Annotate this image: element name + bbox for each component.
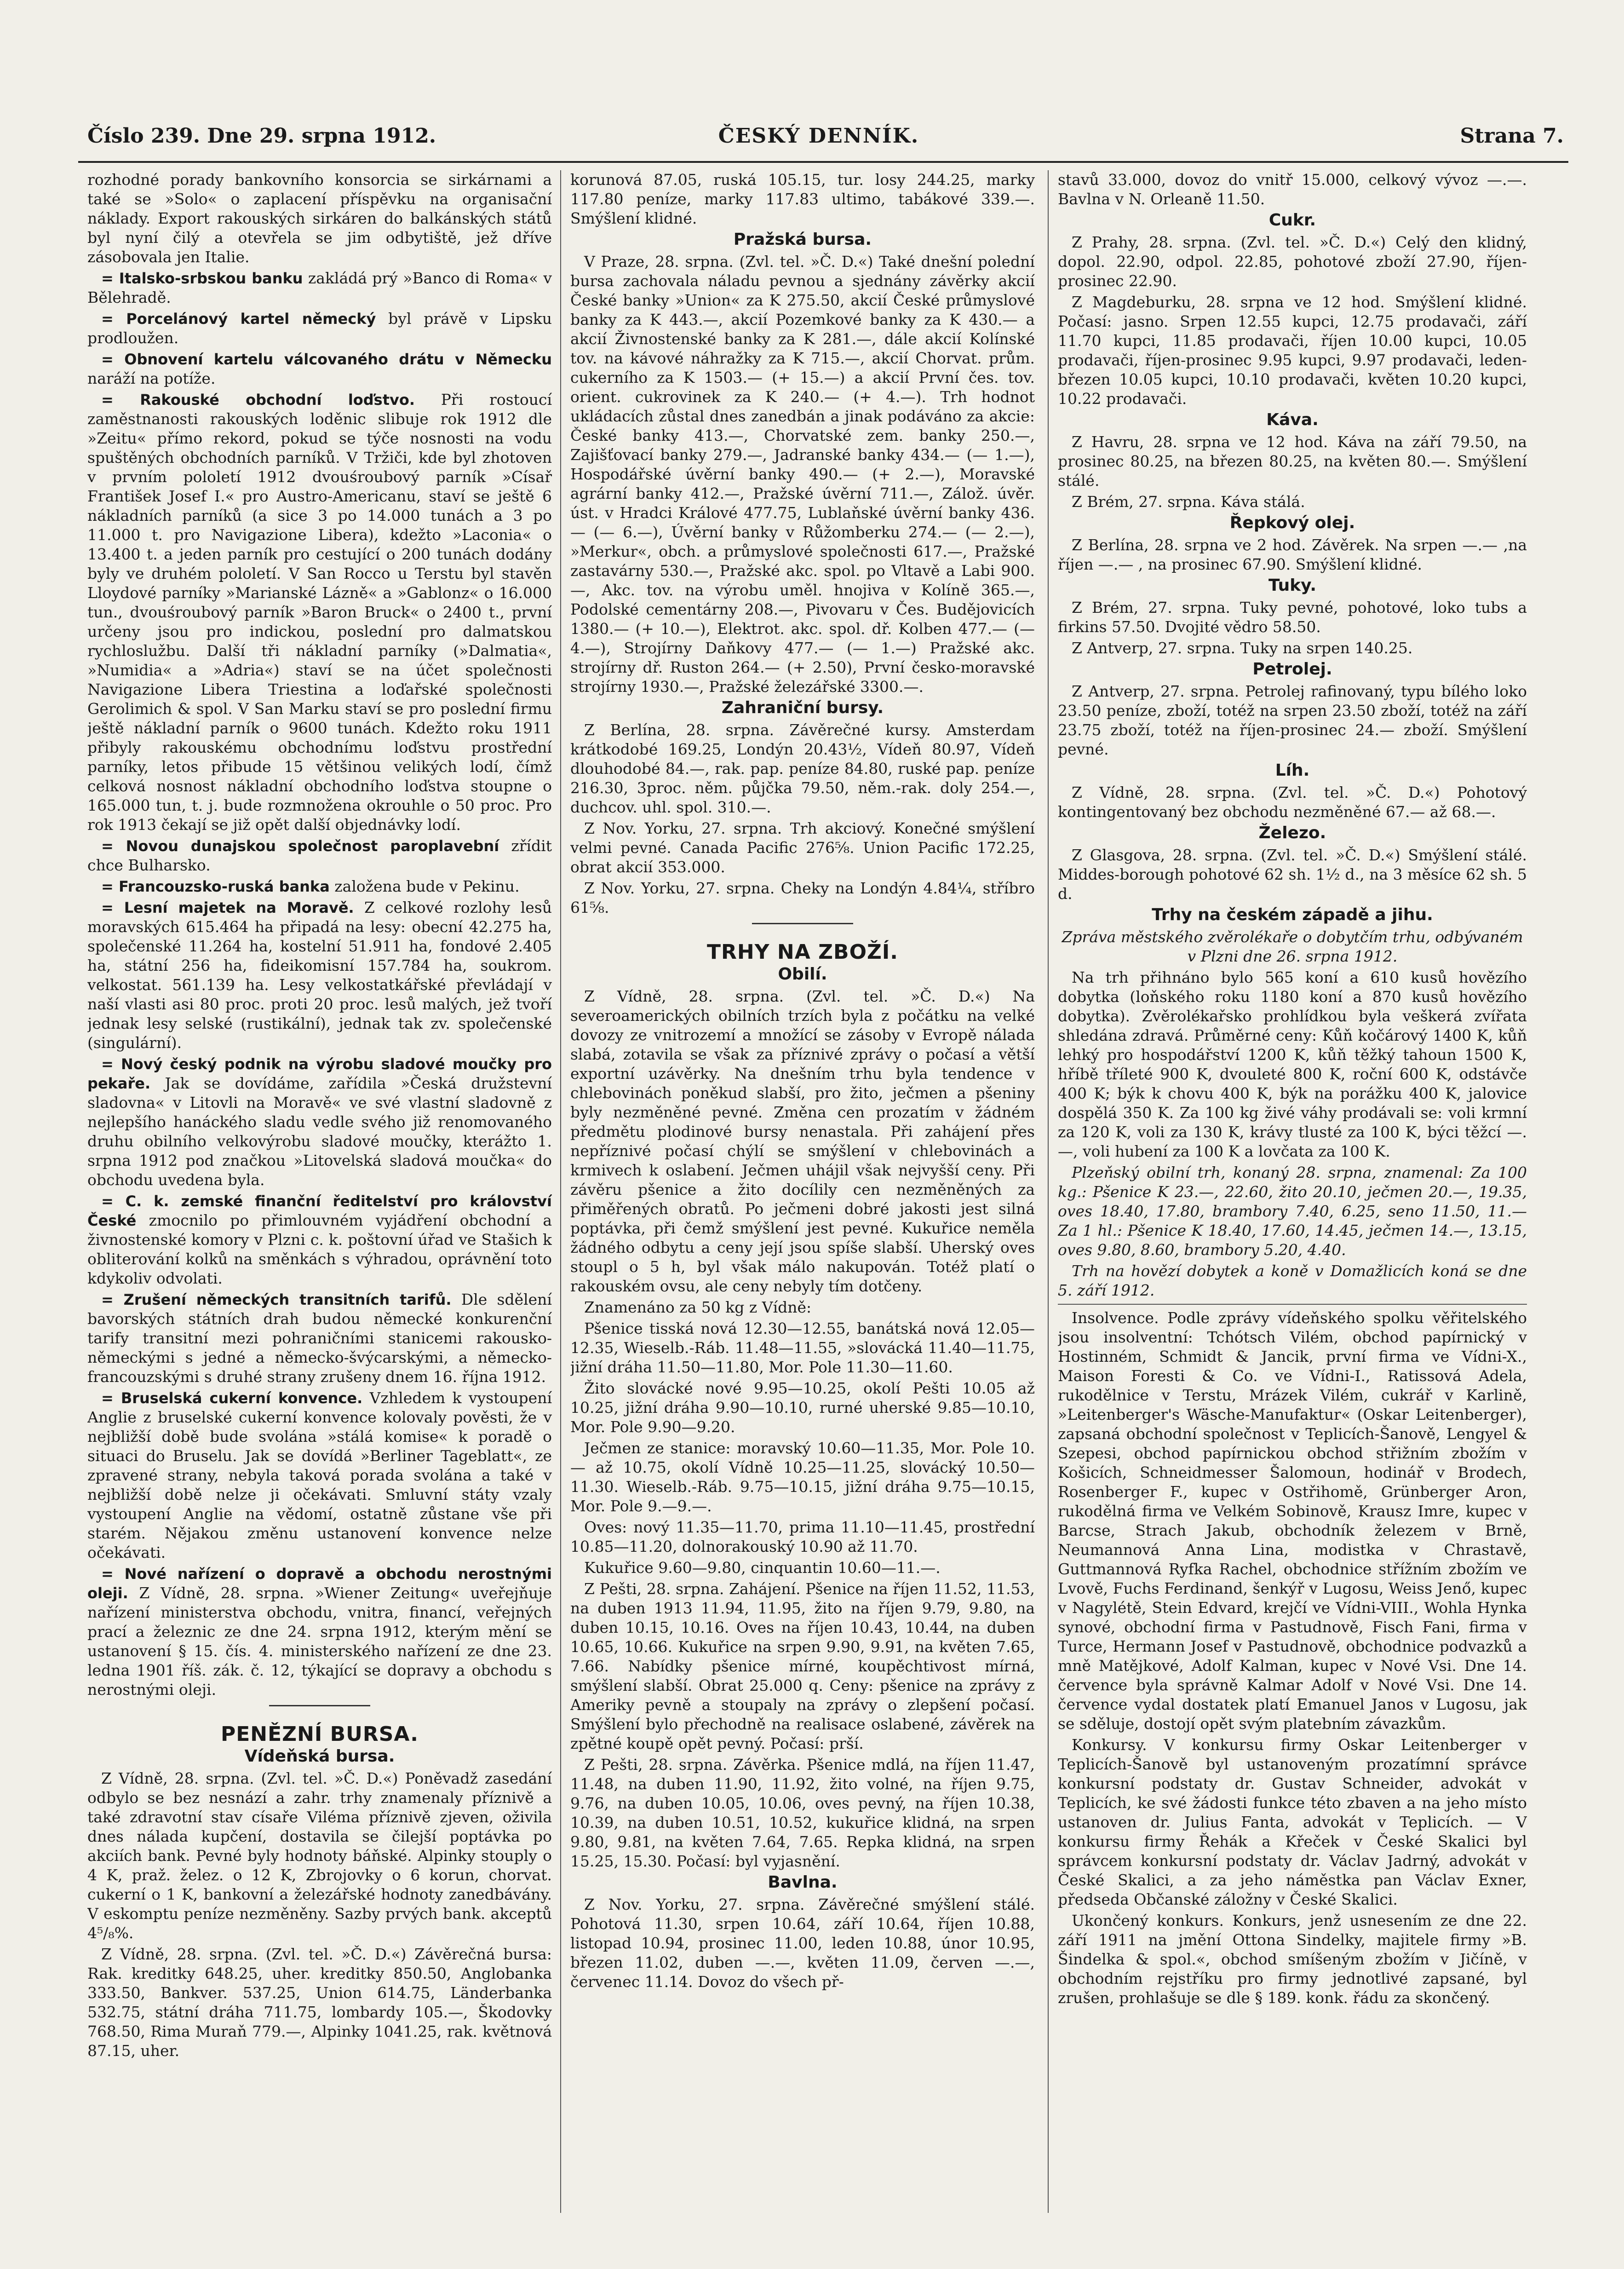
paragraph: Z Prahy, 28. srpna. (Zvl. tel. »Č. D.«) Celý den klidný, dopol. 22.90, odpol. 22.85, pohotové zboží 27.90, říjen-prosinec 22.90. [1058, 233, 1527, 290]
subheading-sugar: Cukr. [1268, 211, 1316, 230]
news-item-headline: = Nové nařízení o dopravě a obchodu nerostnými oleji. [87, 1565, 552, 1602]
subheading-prague-bursa: Pražská bursa. [733, 230, 872, 249]
issue-info: Číslo 239. Dne 29. srpna 1912. [87, 124, 436, 148]
paragraph: Z Vídně, 28. srpna. (Zvl. tel. »Č. D.«) Pohotový kontingentovaný bez obchodu nezměněné 67.— až 68.—. [1058, 783, 1527, 821]
news-item-text: naráží na potíže. [87, 369, 216, 387]
subheading-fats: Tuky. [1268, 576, 1316, 595]
paragraph: Z Nov. Yorku, 27. srpna. Trh akciový. Konečné smýšlení velmi pevné. Canada Pacific 276⅝. Union Pacific 172.25, obrat akcií 353.000. [570, 819, 1035, 876]
paragraph: Trh na hovězí dobytek a koně v Domažlicích koná se dne 5. září 1912. [1058, 1262, 1527, 1299]
page-number: Strana 7. [1460, 124, 1564, 148]
subheading-vienna-bursa: Vídeňská bursa. [244, 1747, 395, 1766]
subheading-west-south-markets: Trhy na českém západě a jihu. [1152, 905, 1433, 924]
news-item [87, 1564, 552, 1699]
news-item-headline: = C. k. zemské finanční ředitelství pro království České [87, 1192, 552, 1229]
news-item-headline: = Italsko-srbskou banku [101, 270, 303, 287]
paragraph: Na trh přihnáno bylo 565 koní a 610 kusů hovězího dobytka (loňského roku 1180 koní a 870 kusů hovězího dobytka). Zvěrolékařsko prohlídkou byla veškerá zvířata shledána zdravá. Průměrné ceny: Kůň kočárový 1400 K, kůň lehký pro hospodářství 1200 K, kůň těžký tahoun 1500 K, hříbě tříleté 900 K, dvouleté 800 K, roční 600 K, odstávče 400 K; býk k chovu 400 K, býk na porážku 400 K, jalovice dospělá 350 K. Za 100 kg živé váhy prodávali se: voli krmní za 120 K, voli za 130 K, krávy tlusté za 100 K, býci těžcí —.—, voli hubení za 100 K a lovčata za 100 K. [1058, 968, 1527, 1160]
newspaper-page [69, 92, 1568, 2222]
news-item-text: Z celkové rozlohy lesů moravských 615.464 ha připadá na lesy: obecní 42.275 ha, společenské 11.264 ha, kostelní 51.911 ha, fondové 2.405 ha, státní 256 ha, fideikomisní 157.784 ha, soukrom. velkostat. 561.139 ha. Lesy velkostatkářské převládají v naší vlasti asi 80 proc. proti 20 proc. lesů malých, jež tvoří jednak lesy selské (rustikální), jednak tak zv. společenské (singulární). [87, 898, 552, 1052]
section-heading-goods-markets: TRHY NA ZBOŽÍ. [707, 940, 898, 964]
paragraph: Z Vídně, 28. srpna. (Zvl. tel. »Č. D.«) Na severoamerických obilních trzích byla z počátku na velké dovozy ze vnitrozemí a množící se zásoby v Evropě nálada slabá, zotavila se však za příznivé zprávy o počasí a větší exportní uzávěrky. Na dnešním trhu byla tendence v chlebovinách poněkud slabší, pro žito, ječmen a pšeniny byly nezměněné pevné. Změna cen prozatím v žádném předmětu plodinové bursy nenastala. Při zahájení přes nepříznivé počasí chýlí se smýšlení v chlebovinách a krmivech k oslabení. Ječmen uhájil však nejvyšší ceny. Při závěru pšenice a žito docílily cen nezměněných za přiměřených obratů. Po ječmeni dobré jakosti jest silná poptávka, při čemž smýšlení jest pevné. Kukuřice neměla žádného odbytu a ceny její jsou spíše slabší. Uherský oves stoupl o 5 h, byl však málo nakupován. Totéž platí o rakouském ovsu, ale ceny nebyly tím dotčeny. [570, 987, 1035, 1295]
column-2 [570, 170, 1035, 2213]
paragraph: rozhodné porady bankovního konsorcia se sirkárnami a také se »Solo« o zaplacení příspěvku na organisační náklady. Export rakouských sirkáren do balkánských států byl nyní čilý a otevřela se jim odbytiště, jež dříve zásobovala jen Italie. [87, 171, 552, 266]
paragraph: Z Nov. Yorku, 27. srpna. Cheky na Londýn 4.84¼, stříbro 61⅝. [570, 879, 1035, 916]
news-item-text: Jak se dovídáme, zařídila »Česká družstevní sladovna« v Litovli na Moravě« ve své vlastní sladovně z nejlepšího hanáckého sladu vedle svého již renomovaného druhu obilního velkovýrobu sladové moučky, kterážto 1. srpna 1912 pod značkou »Litovelská sladová moučka« do obchodu uvedena byla. [87, 1074, 552, 1189]
paragraph: Ječmen ze stanice: moravský 10.60—11.35, Mor. Pole 10.— až 10.75, okolí Vídně 10.25—11.25, slovácký 10.50—11.30. Wieselb.-Ráb. 9.75—10.15, jižní dráha 9.75—10.15, Mor. Pole 9.—9.—. [570, 1439, 1035, 1515]
paragraph: Ukončený konkurs. Konkurs, jenž usnesením ze dne 22. září 1911 na jmění Ottona Sindelky, majitele firmy »B. Šindelka & spol.«, obchod smíšeným zbožím v Jičíně, v obchodním rejstříku pro firmy jednotlivé zapsané, byl zrušen, prohlašuje se dle § 189. konk. řádu za skončený. [1058, 1912, 1527, 2007]
news-item-text: Vzhledem k vystoupení Anglie z bruselské cukerní konvence kolovaly pověsti, že v nejbližší době bude svolána »stálá komise« k poradě o situaci do Bruselu. Jak se dovídá »Berliner Tageblatt«, ze zpravené strany, nebyla taková porada svolána a také v nejbližší době nelze ji očekávati. Smluvní státy vzaly vystoupení Anglie na vědomí, ostatně zůstane vše při starém. Nějakou změnu ustanovení konvence nelze očekávati. [87, 1389, 552, 1561]
paragraph: Kukuřice 9.60—9.80, cinquantin 10.60—11.—. [584, 1559, 941, 1577]
news-item-headline: = Zrušení německých transitních tarifů. [101, 1291, 452, 1308]
news-item-headline: = Obnovení kartelu válcovaného drátu v Německu [101, 351, 552, 368]
subheading-spirits: Líh. [1275, 761, 1310, 780]
news-item-headline: = Lesní majetek na Moravě. [101, 899, 354, 916]
paragraph: Z Berlína, 28. srpna ve 2 hod. Závěrek. Na srpen —.— ,na říjen —.— , na prosinec 67.90. Smýšlení klidné. [1058, 536, 1527, 573]
paragraph: Z Nov. Yorku, 27. srpna. Závěrečné smýšlení stálé. Pohotová 11.30, srpen 10.64, září 10.64, říjen 10.88, listopad 10.94, prosinec 11.00, leden 10.88, únor 10.95, březen 11.02, duben —.—, květen 11.09, červen —.—, červenec 11.14. Dovoz do všech př- [570, 1895, 1035, 1991]
news-item-headline: = Novou dunajskou společnost paroplavební [101, 837, 499, 855]
news-item-text: byl právě v Lipsku prodloužen. [87, 310, 552, 347]
paragraph: Z Vídně, 28. srpna. (Zvl. tel. »Č. D.«) Závěrečná bursa: Rak. kreditky 648.25, uher. kreditky 850.50, Anglobanka 333.50, Bankver. 537.25, Union 614.75, Länderbanka 532.75, státní dráha 711.75, lombardy 105.—, Škodovky 768.50, Rima Muraň 779.—, Alpinky 1041.25, rak. květnová 87.15, uher. [87, 1945, 552, 2060]
news-item-text: zmocnilo po přimlouvném vyjádření obchodní a živnostenské komory v Plzni c. k. poštovní úřad ve Stašich k obliterování kolků na směnkách s výhradou, oprávnění toto kdykoliv odvolati. [87, 1211, 552, 1287]
subheading-petroleum: Petrolej. [1252, 660, 1332, 679]
news-item-text: Dle sdělení bavorských státních drah budou německé konkurenční tarify transitní mezi pohraničními stanicemi rakousko-německými s jedné a německo-švýcarskými, a německo-francouzskými s druhé strany zrušeny dnem 16. října 1912. [87, 1290, 552, 1386]
paragraph: Plzeňský obilní trh, konaný 28. srpna, znamenal: Za 100 kg.: Pšenice K 23.—, 22.60, žito 20.10, ječmen 20.—, 19.35, oves 18.40, 17.80, brambory 7.40, 6.25, seno 11.50, 11.— Za 1 hl.: Pšenice K 18.40, 17.60, 14.45, ječmen 14.—, 13.15, oves 9.80, 8.60, brambory 5.20, 4.40. [1058, 1163, 1527, 1259]
news-item-headline: = Nový český podnik na výrobu sladové moučky pro pekaře. [87, 1055, 552, 1092]
paragraph: Z Berlína, 28. srpna. Závěrečné kursy. Amsterdam krátkodobé 169.25, Londýn 20.43½, Vídeň 80.97, Vídeň dlouhodobé 84.—, rak. pap. peníze 84.80, ruské pap. peníze 216.30, 3proc. něm. půjčka 79.50, něm.-rak. doly 254.—, duchcov. uhl. spol. 310.—. [570, 721, 1035, 816]
paragraph: Z Pešti, 28. srpna. Závěrka. Pšenice mdlá, na říjen 11.47, 11.48, na duben 11.90, 11.92, žito volné, na říjen 9.75, 9.76, na duben 10.05, 10.06, oves pevný, na říjen 10.38, 10.39, na duben 10.51, 10.52, kukuřice klidná, na srpen 9.80, 9.81, na květen 7.64, 7.65. Repka klidná, na srpen 15.25, 15.30. Počasí: byl vyjasnění. [570, 1756, 1035, 1870]
paragraph: Oves: nový 11.35—11.70, prima 11.10—11.45, prostřední 10.85—11.20, dolnorakouský 10.90 až 11.70. [570, 1518, 1035, 1555]
news-item [87, 898, 552, 1053]
news-item [87, 390, 552, 835]
news-item-text: zřídit chce Bulharsko. [87, 837, 552, 874]
news-items [87, 269, 552, 1699]
paragraph: Žito slovácké nové 9.95—10.25, okolí Pešti 10.05 až 10.25, jižní dráha 9.90—10.10, rurné uherské 9.85—10.10, Mor. Pole 9.90—9.20. [570, 1379, 1035, 1436]
subheading-cotton: Bavlna. [768, 1873, 838, 1892]
paragraph: Z Brém, 27. srpna. Káva stálá. [1072, 493, 1305, 511]
news-item [87, 1192, 552, 1288]
paragraph: V Praze, 28. srpna. (Zvl. tel. »Č. D.«) Také dnešní polední bursa zachovala náladu pevnou a sjednány závěrky akcií České banky »Union« za K 275.50, akcií České průmyslové banky za K 443.—, akcií Pozemkové banky za K 430.— a akcií Živnostenské banky za K 281.—, dále akcií Kolínské tov. na kávové náhražky za K 715.—, akcií Chorvat. prům. cukerního za K 1503.— (+ 15.—) a akcií První čes. tov. orient. cukrovinek za K 240.— (+ 4.—). Trh hodnot ukládacích zůstal dnes zanedbán a jinak podáváno za akcie: České banky 413.—, Chorvatské zem. banky 250.—, Zajišťovací banky 279.—, Jadranské banky 434.— (— 1.—), Hospodářské úvěrní banky 490.— (+ 2.—), Moravské agrární banky 412.—, Pražské úvěrní 711.—, Zálož. úvěr. úst. v Hradci Králové 477.75, Lublaňské úvěrní banky 436.— (— 6.—), Úvěrní banky v Růžomberku 274.— (— 2.—), »Merkur«, obch. a průmyslové společnosti 617.—, Pražské zastavárny 530.—, Pražské akc. spol. po Vltavě a Labi 900.—, Akc. tov. na výrobu uměl. hnojiva v Kolíně 365.—, Podolské cementárny 208.—, Pivovaru v Čes. Budějovicích 1380.— (+ 10.—), Elektrot. akc. spol. dř. Kolben 477.— (— 4.—), Strojírny Daňkovy 477.— (— 1.—) Pražské akc. strojírny dř. Ruston 264.— (+ 2.50), První česko-moravské strojírny 1930.—, Pražské železářské 3300.—. [570, 253, 1035, 696]
paragraph: Z Glasgova, 28. srpna. (Zvl. tel. »Č. D.«) Smýšlení stálé. Middes-borough pohotové 62 sh. 1½ d., na 3 měsíce 62 sh. 5 d. [1058, 846, 1527, 903]
news-item [87, 1054, 552, 1190]
paragraph: Z Magdeburku, 28. srpna ve 12 hod. Smýšlení klidné. Počasí: jasno. Srpen 12.55 kupci, 12.75 prodavači, září 11.70 kupci, 11.85 prodavači, říjen 10.00 kupci, 10.05 prodavači, říjen-prosinec 9.95 kupci, 9.97 prodavači, leden-březen 10.05 kupci, 10.10 prodavači, květen 10.20 kupci, 10.22 prodavači. [1058, 293, 1527, 408]
subheading-iron: Železo. [1258, 824, 1326, 842]
paragraph: Konkursy. V konkursu firmy Oskar Leitenberger v Teplicích-Šanově byl ustanoveným prozatímní správce konkursní podstaty dr. Gustav Schneider, advokát v Teplicích, ke své žádosti funkce této zbaven a na jeho místo ustanoven dr. Julius Fanta, advokát v Teplicích. — V konkursu firmy Řehák a Křeček v České Skalici byl správcem konkursní podstaty dr. Václav Jadrný, advokát v České Skalici, a za jeho náměstka pan Václav Exner, předseda Občanské záložny v České Skalici. [1058, 1736, 1527, 1908]
paragraph: Z Vídně, 28. srpna. (Zvl. tel. »Č. D.«) Poněvadž zasedání odbylo se bez nesnází a zahr. trhy znamenaly příznivě a také zdravotní stav císaře Viléma příznivě zjeven, oživila dnes nálada kupčení, dostavila se čilejší poptávka po akciích bank. Pevné byly hodnoty báňské. Alpinky stouply o 4 K, praž. želez. o 12 K, Zbrojovky o 6 korun, chorvat. cukerní o 1 K, bankovní a železářské hodnoty zanedbávány. V eskomptu peníze nezměněny. Sazby prvých bank. akceptů 4⁵/₈%. [87, 1769, 552, 1942]
news-item [87, 836, 552, 875]
news-item-headline: = Rakouské obchodní loďstvo. [101, 391, 415, 409]
section-rule [752, 923, 853, 924]
news-item-headline: = Francouzsko-ruská banka [101, 878, 330, 895]
paragraph: Insolvence. Podle zprávy vídeňského spolku věřitelského jsou insolventní: Tchótsch Vilém, obchod papírnický v Hostinném, Schmidt & Jancik, první firma ve Vídni-X., Maison Foresti & Co. ve Vídni-I., Ratissová Adela, rukodělnice v Terstu, Mrázek Vilém, cukrář v Karlině, »Leitenberger's Wäsche-Manufaktur« (Oskar Leitenberger), zapsaná obchodní společnost v Teplicích-Šanově, Lengyel & Szepesi, obchod papírnickou obchod střižním zbožím v Košicích, Schneidmesser Šalomoun, hodinář v Brodech, Rosenberger F., kupec v Ostřihomě, Grünberger Aron, rukodělná firma ve Velkém Sobinově, Krausz Imre, kupec v Barcse, Strach Jakub, obchodník železem v Brně, Neumannová Anna Lina, modistka v Chrastavě, Guttmannová Ryfka Rachel, obchodnice střížním zbožím ve Lvově, Fuchs Ferdinand, šenkýř v Lugosu, Weiss Jenő, kupec v Nagylétě, Stein Edvard, krejčí ve Vídni-VIII., Wohla Hynka synové, obchodní firma v Pastudnově, Fisch Fani, firma v Turce, Hermann Josef v Pastudnově, obchodnice podvazků a mně Matějkové, Adolf Kalman, kupec v Nové Vsi. Dne 14. července byla správně Kalmar Adolf v Nové Vsi. Dne 14. července vydal dostatek platí Emanuel Janos v Lugosu, jak se sděluje, dostojí opět svým platebním závazkům. [1058, 1309, 1527, 1733]
news-item [87, 1388, 552, 1562]
paragraph: Z Antverp, 27. srpna. Petrolej rafinovaný, typu bílého loko 23.50 peníze, zboží, totéž na srpen 23.50 zboží, totéž na září 23.75 zboží, totéž na říjen-prosinec 24.— zboží. Smýšlení pevné. [1058, 682, 1527, 758]
news-item-headline: = Bruselská cukerní konvence. [101, 1389, 363, 1407]
paragraph: Z Brém, 27. srpna. Tuky pevné, pohotové, loko tubs a firkins 57.50. Dvojité vědro 58.50. [1058, 599, 1527, 636]
paragraph: stavů 33.000, dovoz do vnitř 15.000, celkový vývoz —.—. Bavlna v N. Orleaně 11.50. [1058, 171, 1527, 208]
header-rule [78, 161, 1568, 163]
news-item-text: Při rostoucí zaměstnanosti rakouských loděnic slibuje rok 1912 dle »Zeitu« přímo rekord, pokud se týče nosnosti na vodu spuštěných obchodních parníků. V Tržiči, kde byl zhotoven v prvním pololetí 1912 dvouśroubový parník »Císař František Josef I.« pro Austro-Americanu, staví se ještě 6 nákladních parníků (a sice 3 po 14.000 tunách a 3 po 11.000 t. pro Navigazione Libera), kdežto »Laconia« o 13.400 t. a jeden parník pro cestující o 200 tunách dodány byly ve druhém pololetí. V San Rocco u Terstu byl stavěn Lloydové parníky »Marianské Lázně« a »Gablonz« o 16.000 tun., dvouśroubový parník »Baron Bruck« o 2400 t., první určeny jsou pro indickou, poslední pro dalmatskou rychloslužbu. Další tři nákladní parníky (»Dalmatia«, »Numidia« a »Adria«) staví se na účet společnosti Navigazione Libera Triestina a loďařské společnosti Gerolimich & spol. V San Marku staví se pro poslední firmu ještě nákladní parník o 9600 tunách. Kdežto roku 1911 přibyly rakouskému obchodnímu loďstvu prostřední parníky, letos přibude 15 většinou velikých lodí, čímž celková nosnost nákladní obchodního loďstva stoupne o 165.000 tun, t. j. bude rozmnožena okrouhle o 50 proc. Pro rok 1913 čekají se již opět další objednávky lodí. [87, 391, 552, 834]
subheading-foreign-bursa: Zahraniční bursy. [721, 698, 884, 717]
news-item-text: založena bude v Pekinu. [329, 877, 520, 895]
paragraph: Z Pešti, 28. srpna. Zahájení. Pšenice na říjen 11.52, 11.53, na duben 1913 11.94, 11.95, žito na říjen 9.79, 9.80, na duben 10.15, 10.16. Oves na říjen 10.43, 10.44, na duben 10.65, 10.66. Kukuřice na srpen 9.90, 9.91, na květen 7.65, 7.66. Nabídky pšenice mírné, koupěchtivost mírná, smýšlení slabší. Obrat 25.000 q. Ceny: pšenice na zprávy z Ameriky pevně a stoupaly na zprávy o zlepšení počasí. Smýšlení bylo přechodně na realisace oslabené, závěrek na zpětné koupě opět pevný. Počasí: prší. [570, 1580, 1035, 1752]
masthead-title: ČESKÝ DENNÍK. [718, 124, 919, 148]
subheading-grain: Obilí. [778, 965, 827, 984]
news-item [87, 877, 552, 896]
column-rule [1048, 170, 1049, 2213]
subheading-coffee: Káva. [1266, 410, 1319, 429]
section-heading-money-bursa: PENĚZNÍ BURSA. [220, 1722, 419, 1746]
subheading-rapeseed-oil: Řepkový olej. [1229, 513, 1355, 532]
news-item-text: zakládá prý »Banco di Roma« v Bělehradě. [87, 269, 552, 306]
paragraph: Z Havru, 28. srpna ve 12 hod. Káva na září 79.50, na prosinec 80.25, na březen 80.25, na květen 80.—. Smýšlení stálé. [1058, 433, 1527, 490]
news-item [87, 1290, 552, 1387]
news-item-text: Z Vídně, 28. srpna. »Wiener Zeitung« uveřejňuje nařízení ministerstva obchodu, vnitra, financí, veřejných prací a železnic ze dne 24. srpna 1912, kterým mění se ustanovení § 15. čís. 4. ministerského nařízení ze dne 23. ledna 1901 říš. zák. č. 12, týkající se dopravy a obchodu s nerostnými oleji. [87, 1584, 552, 1699]
column-3 [1058, 170, 1527, 2213]
paragraph: korunová 87.05, ruská 105.15, tur. losy 244.25, marky 117.80 peníze, marky 117.83 ultimo, tabákové 339.—. Smýšlení klidné. [570, 171, 1035, 227]
section-rule [1058, 1304, 1527, 1305]
column-rule [560, 170, 561, 2213]
news-item [87, 350, 552, 388]
news-item [87, 309, 552, 348]
paragraph: Pšenice tisská nová 12.30—12.55, banátská nová 12.05—12.35, Wieselb.-Ráb. 11.48—11.55, »slovácká 11.40—11.75, jižní dráha 11.50—11.80, Mor. Pole 11.30—11.60. [570, 1319, 1035, 1376]
column-1 [87, 170, 552, 2213]
paragraph: Znamenáno za 50 kg z Vídně: [584, 1298, 812, 1316]
news-item-headline: = Porcelánový kartel německý [101, 310, 376, 328]
section-rule [269, 1705, 370, 1706]
paragraph: Z Antverp, 27. srpna. Tuky na srpen 140.25. [1072, 639, 1413, 657]
news-item [87, 269, 552, 307]
page-header [69, 115, 1568, 156]
report-subtitle: Zpráva městského zvěrolékaře o dobytčím trhu, odbývaném v Plzni dne 26. srpna 1912. [1062, 928, 1523, 965]
